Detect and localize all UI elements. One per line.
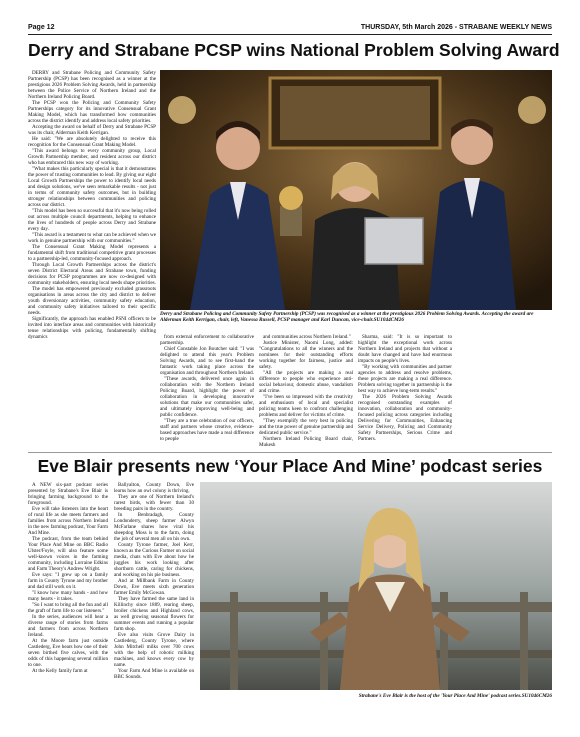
paragraph: Northern Ireland Policing Board chair, Mukesh (259, 436, 353, 448)
paragraph: At the Moore farm just outside Castlederg, Eve hears how one of their seven birthed five calves, with the odds of this happening several million to one. (28, 638, 108, 668)
paragraph: Significantly, the approach has enabled PSNI officers to be invited into interface areas and communities with historically tense relationships with policing, fundamentally shifting dynamics (28, 316, 156, 340)
paragraph: "They exemplify the very best in policing and the true power of genuine partnership and dedicated public service." (259, 418, 353, 436)
paragraph: They have farmed the same land in Killinchy since 1889, rearing sheep, broiler chickens and Highland cows, as well growing seasonal flowers for summer events and running a popular farm shop. (114, 596, 194, 632)
paragraph: "I've been so impressed with the creativity and enthusiasm of local and specialist policing teams keen to confront challenging problems and deliver for victims of crime. (259, 394, 353, 418)
paragraph: Ballyalton, County Down, Eve learns how an owl colony is thriving. (114, 482, 194, 494)
article1-headline: Derry and Strabane PCSP wins National Problem Solving Award (28, 40, 560, 60)
paragraph: Justice Minister, Naomi Long, added: "Congratulations to all the winners and the nominees for their outstanding efforts working together for fairness, justice and safety. (259, 340, 353, 370)
paragraph: In Benbradagh, County Londonderry, sheep farmer Alwyn McFarlane shares how viral his sheepdog Moss is to the farm, doing the job of several men all on his own. (114, 512, 194, 542)
article1-photo (160, 70, 552, 310)
paragraph: Through Local Growth Partnerships across the district's seven District Electoral Areas and Strabane town, funding decisions for PCSP programmes are now co-designed with community stakeholders, ensuring local needs shape priorities. (28, 262, 156, 286)
award-group-photo (160, 70, 552, 310)
page-number: Page 12 (28, 24, 55, 31)
paragraph: "What makes this particularly special is that it demonstrates the power of trusting communities to lead. By giving our eight Local Growth Partnerships the power to identify local needs and design solutions, we've seen remarkable results - not just in terms of community safety outcomes, but in building stronger relationships between communities and policing across our district. (28, 166, 156, 208)
paragraph: "I know how many hands - and how many hearts - it takes. (28, 590, 108, 602)
paragraph: "All the projects are making a real difference to people who experience anti-social behaviour, domestic abuse, vandalism and crime. (259, 370, 353, 394)
paragraph: The model has empowered previously excluded grassroots organisations in areas across the city and district to deliver youth diversionary activities, community safety education, and community safety initiatives tailored to their specific needs. (28, 286, 156, 316)
article2-headline: Eve Blair presents new ‘Your Place And Mine’ podcast series (37, 456, 543, 476)
publication-date: THURSDAY, 5th March 2026 - STRABANE WEEKLY NEWS (360, 24, 552, 31)
header-rule (28, 34, 552, 35)
paragraph: "By working with communities and partner agencies to address and resolve problems, these projects are making a real difference. Problem solving together in partnership is the best way to achieve long-term results." (358, 364, 452, 394)
paragraph: from external enforcement to collaborative partnership. (160, 334, 254, 346)
article-divider (28, 452, 552, 453)
paragraph: Your Farm And Mine is available on BBC Sounds. (114, 668, 194, 680)
paragraph: Eve also visits Grove Dairy in Castlederg, County Tyrone, where John Mitchell milks over 700 cows with the help of robotic milking machines, and knows every cow by name. (114, 632, 194, 668)
page-header (28, 22, 552, 34)
paragraph: Chief Constable Jon Boutcher said: "I was delighted to attend this year's Problem Solving Awards, and to see first-hand the fantastic work taking place across the organisation and throughout Northern Ireland. (160, 346, 254, 376)
article2-column-1 (28, 482, 108, 732)
paragraph: "So I want to bring all the fun and all the graft of farm life to our listeners." (28, 602, 108, 614)
paragraph: The 2026 Problem Solving Awards recognised outstanding examples of innovation, collaboration and community-focused policing across categories including Delivering for Communities, Enhancing Service Delivery, Policing and Community Safety Partnerships, Serious Crime and Partners. (358, 394, 452, 442)
paragraph: Sharma, said: "It is so important to highlight the exceptional work across Northern Ireland and projects that without a doubt have changed and have had enormous impacts on people's lives. (358, 334, 452, 364)
article2-photo (200, 482, 552, 690)
paragraph: At the Kelly family farm at (32, 668, 88, 674)
paragraph: The podcast, from the team behind Your Place And Mine on BBC Radio Ulster/Foyle, will also feature some well-known voices in the farming community, including Lorraine Edkins and Farm Theory's Andrew Wright. (28, 536, 108, 572)
podcast-host-photo (200, 482, 552, 690)
paragraph: The Consensual Grant Making Model represents a fundamental shift from traditional competitive grant processes to a partnership-led, community-focused approach. (28, 244, 156, 262)
paragraph: The PCSP won the Policing and Community Safety Partnerships category for its innovative Consensual Grant Making Model, which has transformed how communities across the district identify and address local safety priorities. (28, 100, 156, 124)
paragraph: DERRY and Strabane Policing and Community Safety Partnership (PCSP) has been recognised as a winner at the prestigious 2026 Problem Solving Awards, held in partnership between the Police Service of Northern Ireland and the Northern Ireland Policing Board. (28, 70, 156, 100)
paragraph: A NEW six-part podcast series presented by Strabane's Eve Blair is bringing farming background to the foreground. (28, 482, 108, 506)
paragraph: Accepting the award on behalf of Derry and Strabane PCSP was its chair, Alderman Keith Kerrigan. (28, 124, 156, 136)
paragraph: Eve says: "I grew up on a family farm in County Tyrone and my brother and dad still work on it. (28, 572, 108, 590)
article1-column-3 (259, 334, 353, 448)
article1-column-1 (28, 70, 156, 448)
paragraph: County Tyrone farmer, Joel Kerr, known as the Curious Farmer on social media, chats with Eve about how he juggles his work looking after shorthorn cattle, caring for chickens, and working on his pie business. (114, 542, 194, 578)
paragraph: "This model has been so successful that it's now being rolled out across multiple council departments, helping to enhance the lives of hundreds of people across Derry and Strabane every day. (28, 208, 156, 232)
article2-column-2 (114, 482, 194, 732)
paragraph: And at Millbank Farm in County Down, Eve meets sixth generation farmer Emily McGowan. (114, 578, 194, 596)
paragraph: "They are a true celebration of our officers, staff and partners whose creative, evidence-based approaches have made a real difference to people (160, 418, 254, 442)
paragraph: In the series, audiences will hear a diverse range of stories from farms and farmers from across Northern Ireland. (28, 614, 108, 638)
paragraph: "This award belongs to every community group, Local Growth Partnership member, and resident across our district who has embraced this new way of working. (28, 148, 156, 166)
article1-column-2 (160, 334, 254, 448)
paragraph: He said: "We are absolutely delighted to receive this recognition for the Consensual Grant Making Model. (28, 136, 156, 148)
article1-photo-caption: Derry and Strabane Policing and Community Safety Partnership (PCSP) was recognised as a winner at the prestigious 2026 Problem Solving Awards. Accepting the award are Alderman Keith Kerrigan, chair, left, Vanessa Russell, PCSP manager and Karl Duncan, vice-chair.SU1044CM26 (160, 311, 534, 324)
paragraph: and communities across Northern Ireland." (263, 334, 351, 340)
article2-photo-caption: Strabane's Eve Blair is the host of the 'Your Place And Mine' podcast series.SU1046CM26 (358, 693, 552, 699)
paragraph: "This award is a testament to what can be achieved when we work in genuine partnership with our communities." (28, 232, 156, 244)
paragraph: They are one of Northern Ireland's rarest birds, with fewer than 30 breeding pairs in the country. (114, 494, 194, 512)
paragraph: "These awards, delivered once again in collaboration with the Northern Ireland Policing Board, highlight the power of collaboration in developing innovative solutions that make our communities safer, and ultimately improving well-being and public confidence. (160, 376, 254, 418)
article1-column-4 (358, 334, 452, 448)
paragraph: Eve will take listeners into the heart of rural life as she meets farmers and families from across Northern Ireland in the new farming podcast, Your Farm And Mine. (28, 506, 108, 536)
